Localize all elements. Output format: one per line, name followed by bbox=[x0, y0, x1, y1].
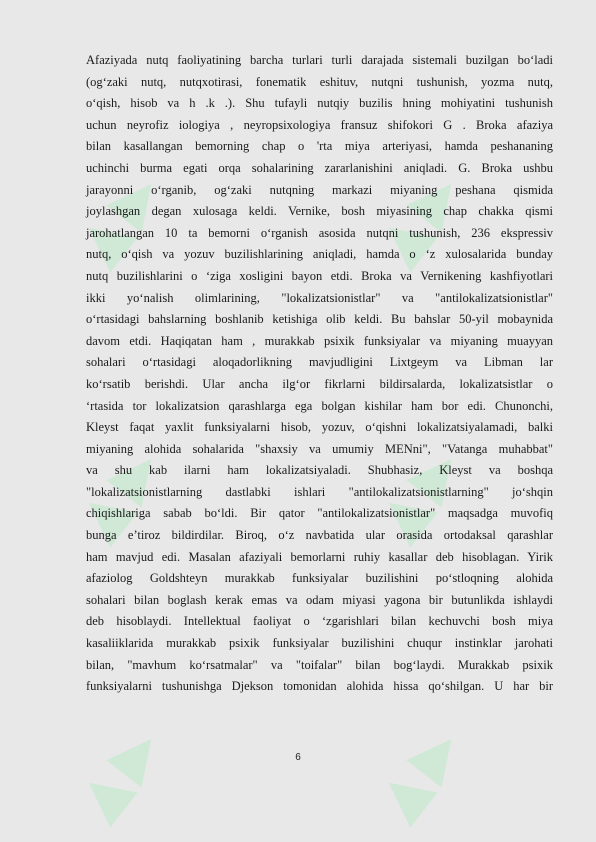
text-line: Afaziyada nutq faoliyatining barcha turlari turli darajada sistemali buzilgan bo‘ladi bbox=[86, 53, 553, 67]
text-line: uchinchi burma egati orqa sohalarining zararlanishini aniqladi. G. Broka ushbu bbox=[86, 160, 553, 175]
text-line: nutq buzilishlarini o ‘ziga xosligini bayon etdi. Broka va Vernikening kashfiyotlari bbox=[86, 268, 553, 283]
text-line: jarayonni o‘rganib, og‘zaki nutqning markazi miyaning peshana qismida bbox=[86, 182, 553, 197]
watermark-mark: ▲▶ bbox=[62, 430, 178, 552]
text-line: joylashgan degan xulosaga keldi. Vernike, bosh miyasining chap chakka qismi bbox=[86, 204, 553, 219]
body-text bbox=[86, 50, 553, 698]
text-line: o‘qish, hisob va h .k .). Shu tufayli nutqiy buzilis hning mohiyatini tushunish bbox=[86, 96, 553, 111]
text-line: chiqishlariga sabab bo‘ldi. Bir qator "antilokalizatsionistlar" maqsadga muvofiq bbox=[86, 506, 553, 521]
watermark-mark: ▲▶ bbox=[362, 155, 478, 277]
text-line: sohalari o‘rtasidagi aloqadorlikning mavjudligini Lixtgeym va Libman lar bbox=[86, 355, 553, 370]
watermark-mark: ▲▶ bbox=[62, 155, 178, 277]
text-line: o‘rtasidagi bahslarning boshlanib ketishiga olib keldi. Bu bahslar 50-yil mobaynida bbox=[86, 312, 553, 327]
text-line: ‘rtasida tor lokalizatsion qarashlarga ega bolgan kishilar ham bor edi. Chunonchi, bbox=[86, 398, 553, 413]
text-line: bunga e’tiroz bildirdilar. Biroq, o‘z navbatida ular orasida ortodaksal qarashlar bbox=[86, 528, 553, 543]
text-line: jarohatlangan 10 ta bemorni o‘rganish asosida nutqni tushunish, 236 ekspressiv bbox=[86, 225, 553, 240]
watermark-mark: ▲▶ bbox=[362, 430, 478, 552]
text-line: ham mavjud edi. Masalan afaziyali bemorlarni ruhiy kasallar deb hisoblagan. Yirik bbox=[86, 549, 553, 564]
text-line: Kleyst faqat yaxlit funksiyalarni hisob, yozuv, o‘qishni lokalizatsiyalamadi, balki bbox=[86, 420, 553, 435]
text-line: ikki yo‘nalish olimlarining, "lokalizatsionistlar" va "antilokalizatsionistlar" bbox=[86, 290, 553, 305]
page-number: 6 bbox=[295, 752, 301, 763]
watermark-mark: ▲▶ bbox=[62, 710, 178, 832]
text-line: uchun neyrofiz iologiya , neyropsixologiya fransuz shifokori G . Broka afaziya bbox=[86, 117, 553, 132]
text-line: miyaning alohida sohalarida "shaxsiy va umumiy MENni", "Vatanga muhabbat" bbox=[86, 441, 553, 456]
text-line: sohalari bilan boglash kerak emas va odam miyasi yagona bir butunlikda ishlaydi bbox=[86, 592, 553, 607]
text-line: "lokalizatsionistlarning dastlabki ishlari "antilokalizatsionistlarning" jo‘shqin bbox=[86, 484, 553, 499]
text-line: bilan, "mavhum ko‘rsatmalar" va "toifalar" bilan bog‘laydi. Murakkab psixik bbox=[86, 657, 553, 672]
text-line: va shu kab ilarni ham lokalizatsiyaladi. Shubhasiz, Kleyst va boshqa bbox=[86, 463, 553, 478]
text-line: nutq, o‘qish va yozuv buzilishlarining aniqladi, hamda o ‘z xulosalarida bunday bbox=[86, 247, 553, 262]
text-line: funksiyalarni tushunishga Djekson tomonidan alohida hissa qo‘shilgan. U har bir bbox=[86, 679, 553, 694]
text-line: davom etdi. Haqiqatan ham , murakkab psixik funksiyalar va miyaning muayyan bbox=[86, 333, 553, 348]
watermark-mark: ▲▶ bbox=[362, 710, 478, 832]
text-line: (og‘zaki nutq, nutqxotirasi, fonematik eshituv, nutqni tushunish, yozma nutq, bbox=[86, 74, 553, 89]
text-line: deb hisoblaydi. Intellektual faoliyat o ‘zgarishlari bilan kechuvchi bosh miya bbox=[86, 614, 553, 629]
text-line: ko‘rsatib berishdi. Ular ancha ilg‘or fikrlarni bildirsalarda, lokalizatsistlar o bbox=[86, 376, 553, 391]
text-line: bilan kasallangan bemorning chap o 'rta miya arteriyasi, hamda peshananing bbox=[86, 139, 553, 154]
text-line: kasaliiklarida murakkab psixik funksiyalar buzilishini chuqur instinklar jarohati bbox=[86, 636, 553, 651]
text-line: afaziolog Goldshteyn murakkab funksiyalar buzilishini po‘stloqning alohida bbox=[86, 571, 553, 586]
